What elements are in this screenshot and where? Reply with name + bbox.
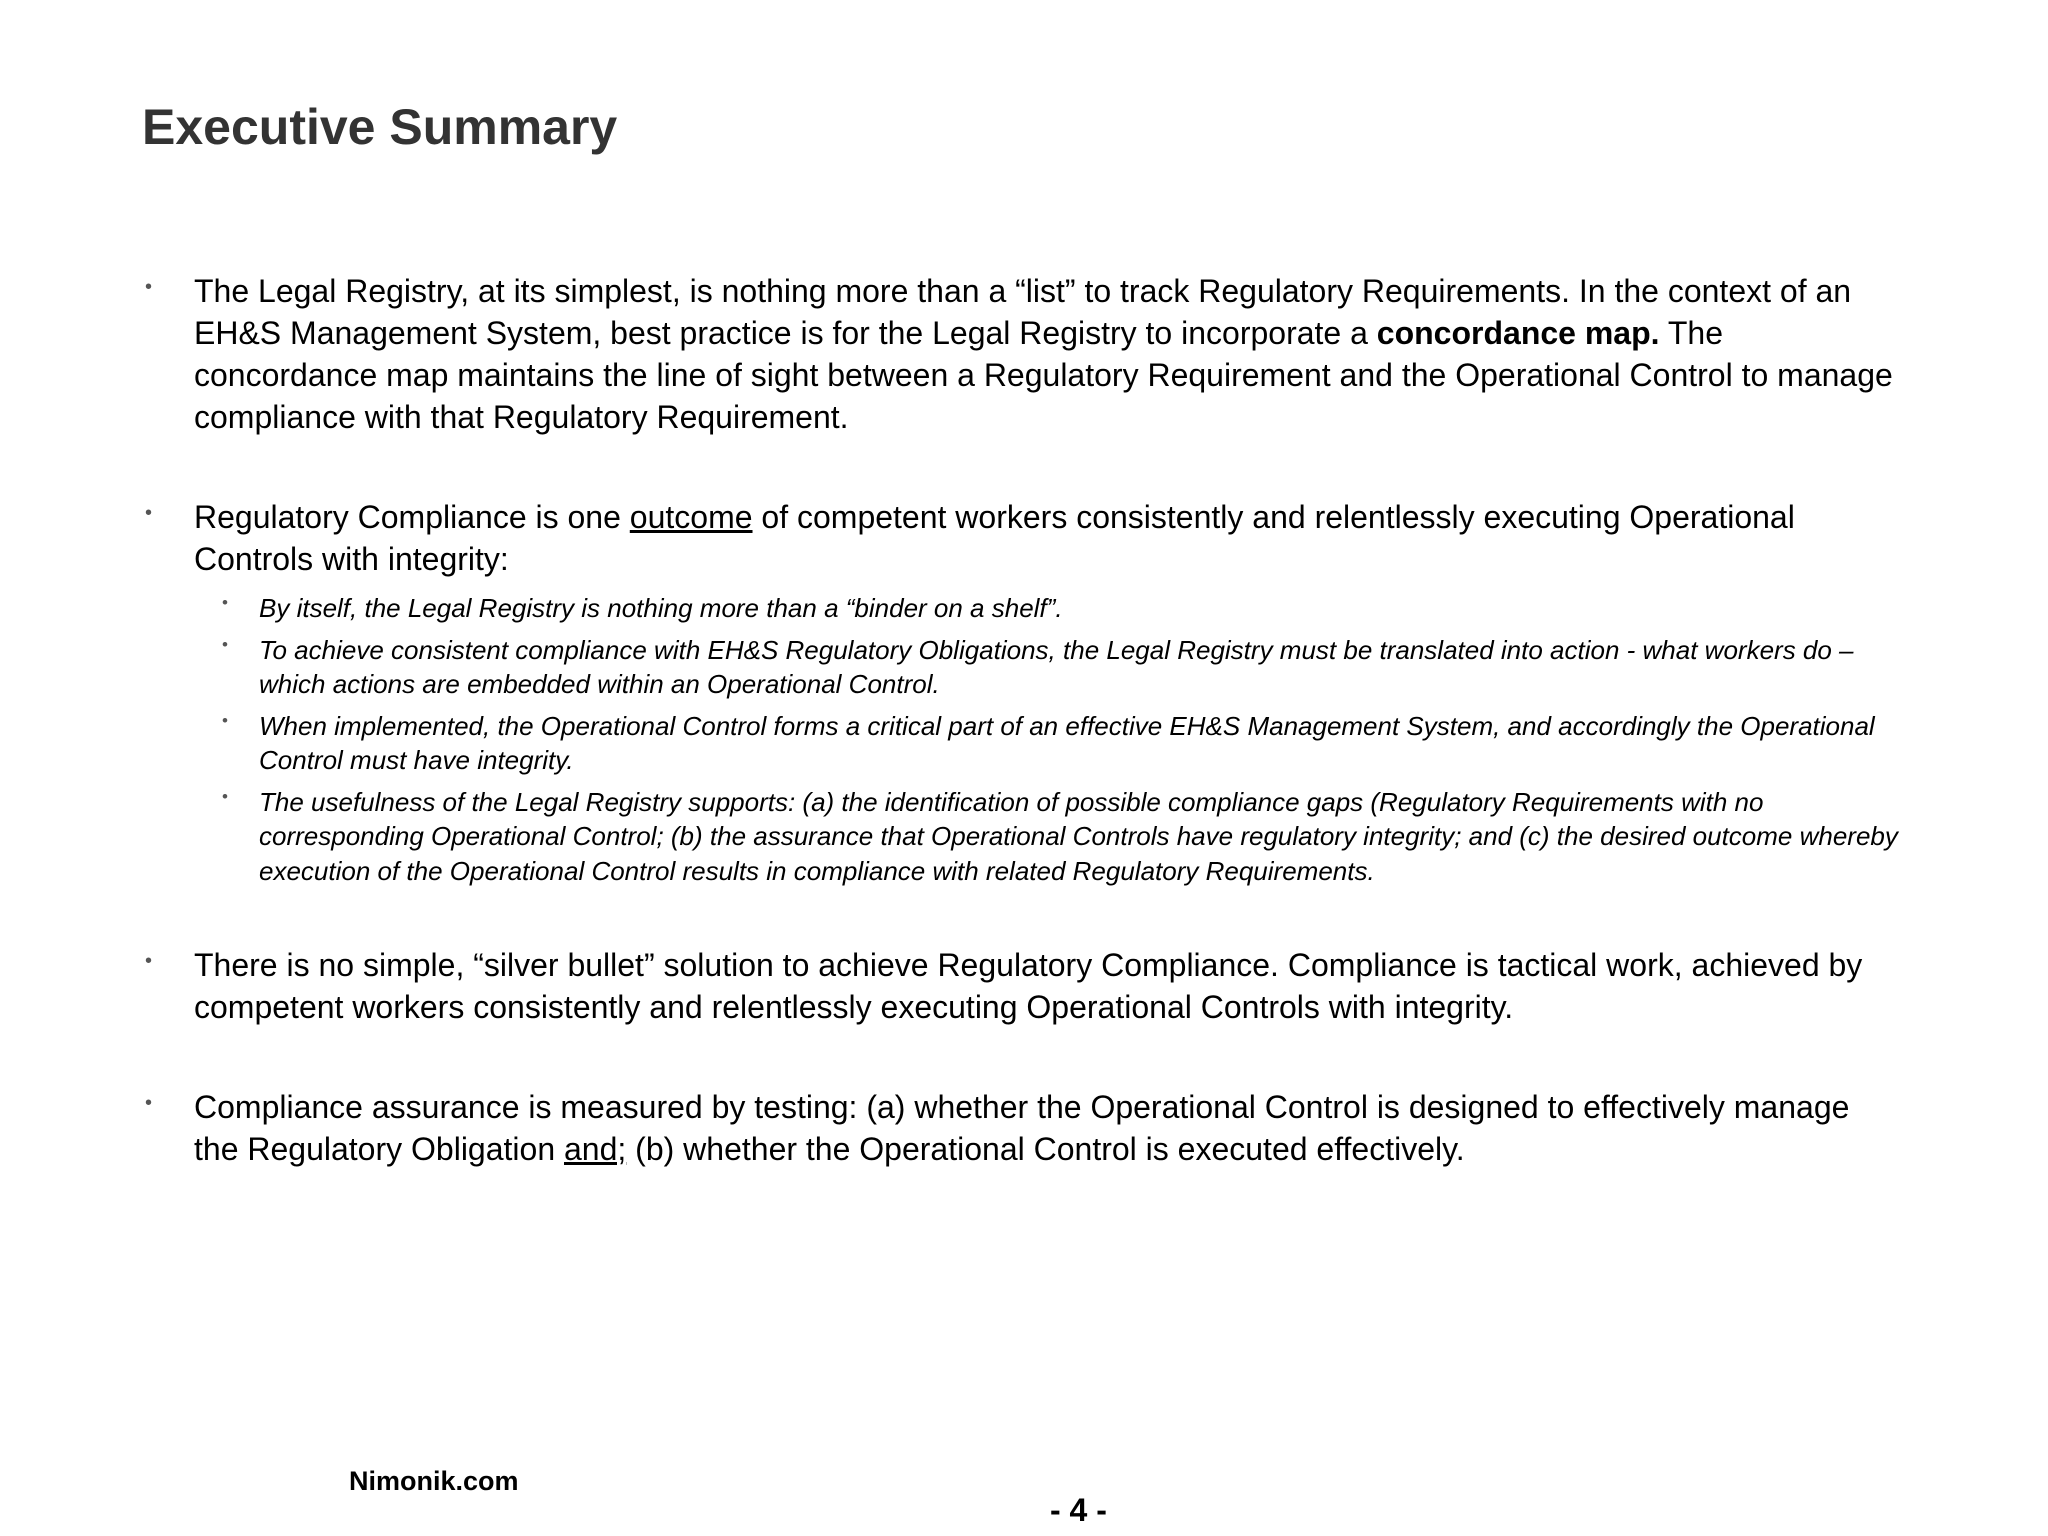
sub-bullet-text: By itself, the Legal Registry is nothing more than a “binder on a shelf”. (259, 593, 1063, 623)
sub-bullet-list (194, 591, 1902, 888)
sub-bullet-item (194, 591, 1902, 626)
bullet-item (142, 944, 1902, 1028)
page-title: Executive Summary (142, 99, 618, 155)
sub-bullet-text: To achieve consistent compliance with EH&S Regulatory Obligations, the Legal Registry must be translated into action - what workers do – which actions are embedded within an Operational Control. (259, 634, 1854, 699)
bullet-dot-icon: • (145, 950, 153, 972)
bullet-underlined-text: and; (564, 1131, 627, 1167)
bullet-text: Compliance assurance is measured by testing: (a) whether the Operational Control is designed to effectively manage the Regulatory Obligation (194, 1089, 1850, 1167)
page-number: - 4 - (1050, 1492, 1107, 1528)
bullet-underlined-text: outcome (629, 499, 753, 535)
sub-bullet-dot-icon: • (222, 710, 228, 730)
bullet-dot-icon: • (145, 1092, 153, 1114)
bullet-text: The Legal Registry, at its simplest, is nothing more than a “list” to track Regulatory Requirements. In the context of an EH&S Management System, best practice is for the Legal Registry to incorporate a (194, 273, 1852, 351)
sub-bullet-item (194, 785, 1902, 889)
bullet-item (142, 1086, 1902, 1170)
bullet-bold-text: concordance map. (1376, 315, 1660, 351)
bullet-list (142, 270, 1902, 1170)
bullet-text: (b) whether the Operational Control is executed effectively. (626, 1131, 1465, 1167)
sub-bullet-text: When implemented, the Operational Control forms a critical part of an effective EH&S Management System, and accordingly the Operational Control must have integrity. (259, 710, 1875, 775)
sub-bullet-item (194, 709, 1902, 778)
bullet-item (142, 270, 1902, 438)
sub-bullet-dot-icon: • (222, 786, 228, 806)
bullet-text: The concordance map maintains the line of sight between a Regulatory Requirement and the Operational Control to manage compliance with that Regulatory Requirement. (194, 315, 1893, 435)
bullet-dot-icon: • (145, 502, 153, 524)
footer-brand: Nimonik.com (349, 1466, 519, 1496)
bullet-dot-icon: • (145, 276, 153, 298)
bullet-item (142, 496, 1902, 888)
bullet-text: There is no simple, “silver bullet” solution to achieve Regulatory Compliance. Compliance is tactical work, achieved by competent workers consistently and relentlessly executing Operational Controls with integrity. (194, 947, 1863, 1025)
sub-bullet-item (194, 633, 1902, 702)
sub-bullet-text: The usefulness of the Legal Registry supports: (a) the identification of possible compliance gaps (Regulatory Requirements with no corresponding Operational Control; (b) the assurance that Operational Controls have regulatory integrity; and (c) the desired outcome whereby execution of the Operational Control results in compliance with related Regulatory Requirements. (259, 786, 1898, 886)
sub-bullet-dot-icon: • (222, 634, 228, 654)
sub-bullet-dot-icon: • (222, 593, 228, 612)
bullet-text: Regulatory Compliance is one (194, 499, 630, 535)
bullet-text: of competent workers consistently and relentlessly executing Operational Controls with integrity: (194, 499, 1795, 577)
